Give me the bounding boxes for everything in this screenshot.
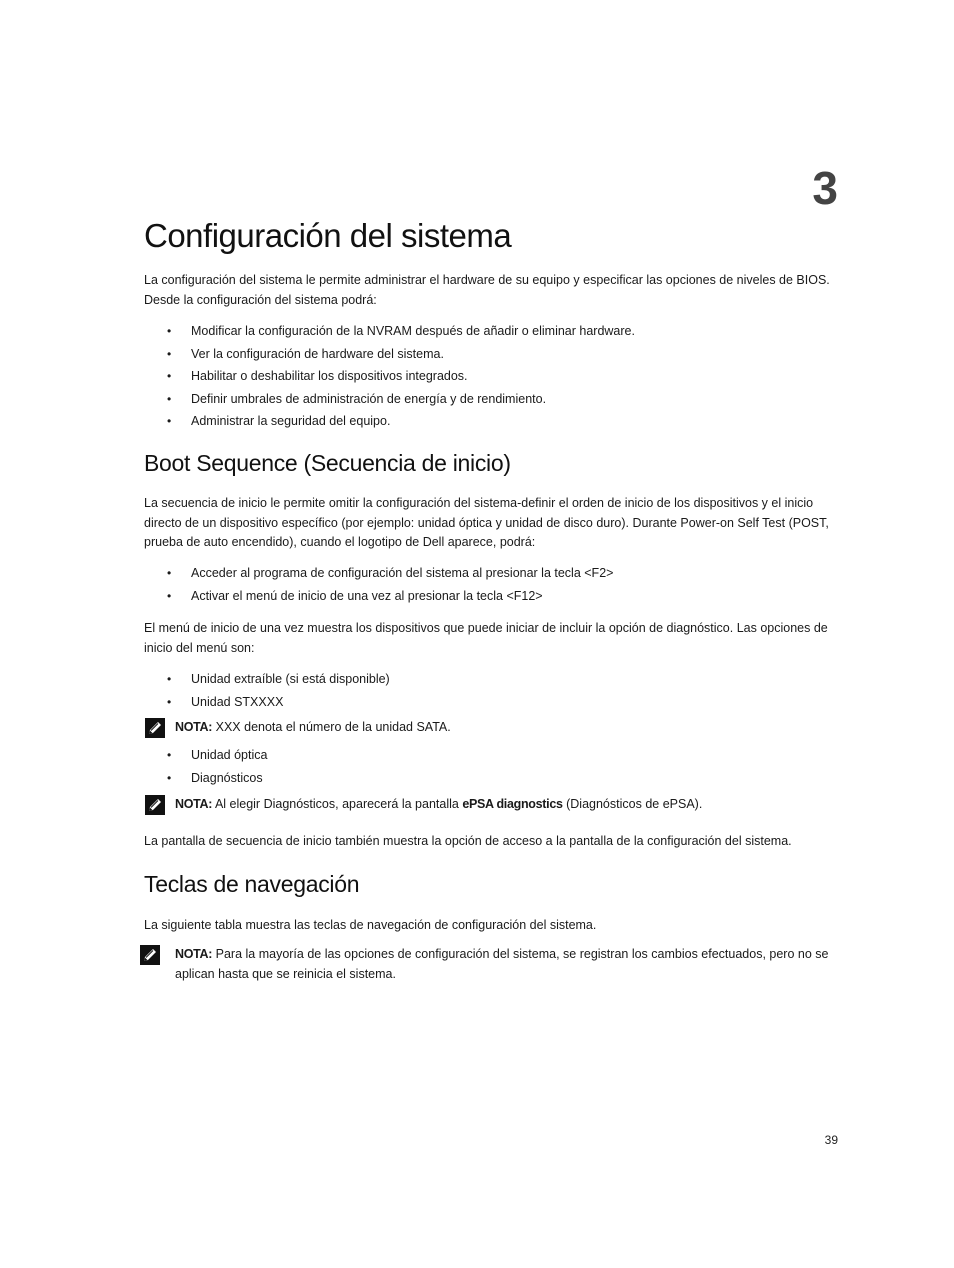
list-item: • Definir umbrales de administración de energía y de rendimiento. [144, 390, 838, 413]
note-body: XXX denota el número de la unidad SATA. [212, 720, 451, 734]
epsa-diagnostics-term: ePSA diagnostics [462, 797, 563, 811]
pencil-note-icon [140, 945, 160, 965]
boot-list-3 [144, 746, 838, 791]
list-item: • Ver la configuración de hardware del sistema. [144, 345, 838, 368]
list-item: • Diagnósticos [144, 769, 838, 792]
list-item: • Unidad óptica [144, 746, 838, 769]
note-text [175, 718, 840, 738]
boot-list-2 [144, 670, 838, 715]
boot-paragraph: La secuencia de inicio le permite omitir la configuración del sistema-definir el orden de inicio de los dispositivos y el inicio directo de un dispositivo específico (por ejemplo: unidad óptica y unidad de disco duro). Durante Power-on Self Test (POST, prueba de auto encendido), cuando el logotipo de Dell aparece, podrá: [144, 496, 829, 549]
note-body: Para la mayoría de las opciones de configuración del sistema, se registran los cambios efectuados, pero no se aplican hasta que se reinicia el sistema. [175, 947, 829, 981]
boot-paragraph-3: La pantalla de secuencia de inicio también muestra la opción de acceso a la pantalla de la configuración del sistema. [144, 834, 792, 848]
list-item: • Activar el menú de inicio de una vez al presionar la tecla <F12> [144, 587, 838, 610]
intro-list [144, 322, 838, 435]
page-number: 39 [824, 1133, 838, 1147]
boot-paragraph-2: El menú de inicio de una vez muestra los dispositivos que puede iniciar de incluir la opción de diagnóstico. Las opciones de inicio del menú son: [144, 621, 828, 655]
pencil-note-icon [145, 718, 165, 738]
note-label: NOTA: [175, 720, 213, 734]
list-item: • Unidad STXXXX [144, 693, 838, 716]
list-item: • Unidad extraíble (si está disponible) [144, 670, 838, 693]
boot-sequence-heading: Boot Sequence (Secuencia de inicio) [144, 450, 511, 476]
list-item: • Acceder al programa de configuración del sistema al presionar la tecla <F2> [144, 564, 838, 587]
intro-paragraph: La configuración del sistema le permite administrar el hardware de su equipo y especificar las opciones de niveles de BIOS. Desde la configuración del sistema podrá: [144, 273, 830, 307]
boot-list [144, 564, 838, 609]
note-label: NOTA: [175, 797, 213, 811]
chapter-number: 3 [812, 162, 838, 214]
list-item: • Administrar la seguridad del equipo. [144, 412, 838, 435]
list-item: • Habilitar o deshabilitar los dispositivos integrados. [144, 367, 838, 390]
note-body: Al elegir Diagnósticos, aparecerá la pantalla [212, 797, 463, 811]
nav-paragraph: La siguiente tabla muestra las teclas de navegación de configuración del sistema. [144, 918, 597, 932]
note-text [175, 795, 840, 815]
chapter-title: Configuración del sistema [144, 217, 512, 254]
list-item: • Modificar la configuración de la NVRAM después de añadir o eliminar hardware. [144, 322, 838, 345]
pencil-note-icon [145, 795, 165, 815]
navigation-keys-heading: Teclas de navegación [144, 871, 360, 897]
note-body-end: (Diagnósticos de ePSA). [562, 797, 703, 811]
note-label: NOTA: [175, 947, 213, 961]
note-text [175, 945, 840, 984]
